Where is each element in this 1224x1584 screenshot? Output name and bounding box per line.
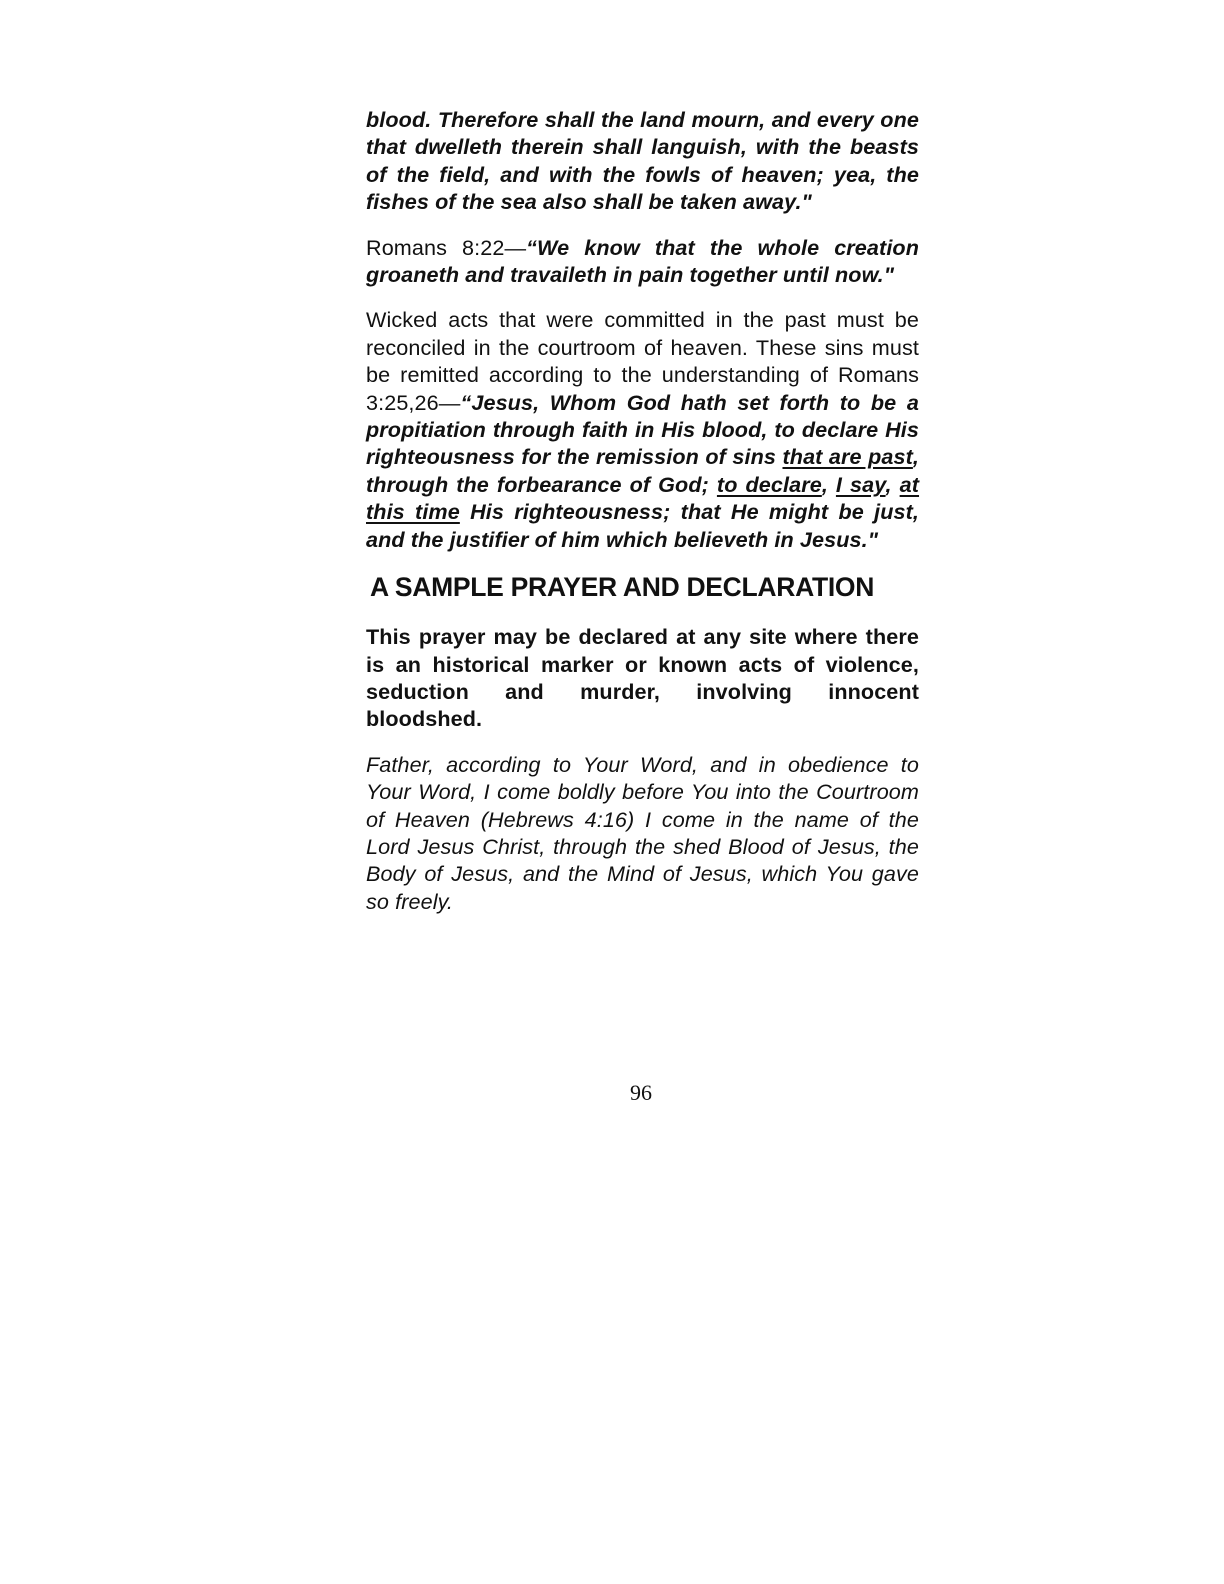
quote-segment: , through the forbearance of God; bbox=[366, 444, 919, 497]
underlined-phrase: to declare bbox=[716, 471, 822, 497]
underlined-phrase: at this time bbox=[366, 471, 920, 525]
scripture-continuation: blood. Therefore shall the land mourn, and every one that dwelleth therein shall languish, with the beasts of the field, and with the fowls of heaven; yea, the fishes of the sea also shall be taken away." bbox=[366, 107, 919, 215]
scripture-reference: Romans 8:22— bbox=[366, 234, 527, 260]
romans-8-22-paragraph bbox=[366, 234, 919, 289]
quote-segment: “Jesus, Whom God hath set forth to be a propitiation through faith in His blood, to declare His righteousness for the remission of sins bbox=[366, 389, 919, 470]
section-heading: A SAMPLE PRAYER AND DECLARATION bbox=[370, 572, 875, 603]
romans-3-25-paragraph bbox=[366, 306, 919, 553]
paragraph-text: Wicked acts that were committed in the past must be reconciled in the courtroom of heaven. These sins must be remitted according to the understanding of Romans 3:25,26— bbox=[366, 307, 919, 415]
scripture-quote: “We know that the whole creation groaneth and travaileth in pain together until now." bbox=[366, 234, 919, 288]
quote-segment: His righteousness; that He might be just, and the justifier of him which believeth in Jesus." bbox=[366, 499, 919, 552]
prayer-text: Father, according to Your Word, and in obedience to Your Word, I come boldly before You into the Courtroom of Heaven (Hebrews 4:16) I come in the name of the Lord Jesus Christ, through the shed Blood of Jesus, the Body of Jesus, and the Mind of Jesus, which You gave so freely. bbox=[366, 751, 919, 914]
page-number: 96 bbox=[630, 1080, 652, 1105]
quote-segment: , bbox=[821, 471, 836, 497]
prayer-intro: This prayer may be declared at any site where there is an historical marker or known acts of violence, seduction and murder, involving innocent bloodshed. bbox=[366, 624, 919, 732]
underlined-phrase: I say bbox=[835, 471, 886, 497]
page-body bbox=[366, 106, 919, 933]
quote-segment: , bbox=[885, 471, 900, 497]
underlined-phrase: that are past bbox=[782, 444, 913, 470]
